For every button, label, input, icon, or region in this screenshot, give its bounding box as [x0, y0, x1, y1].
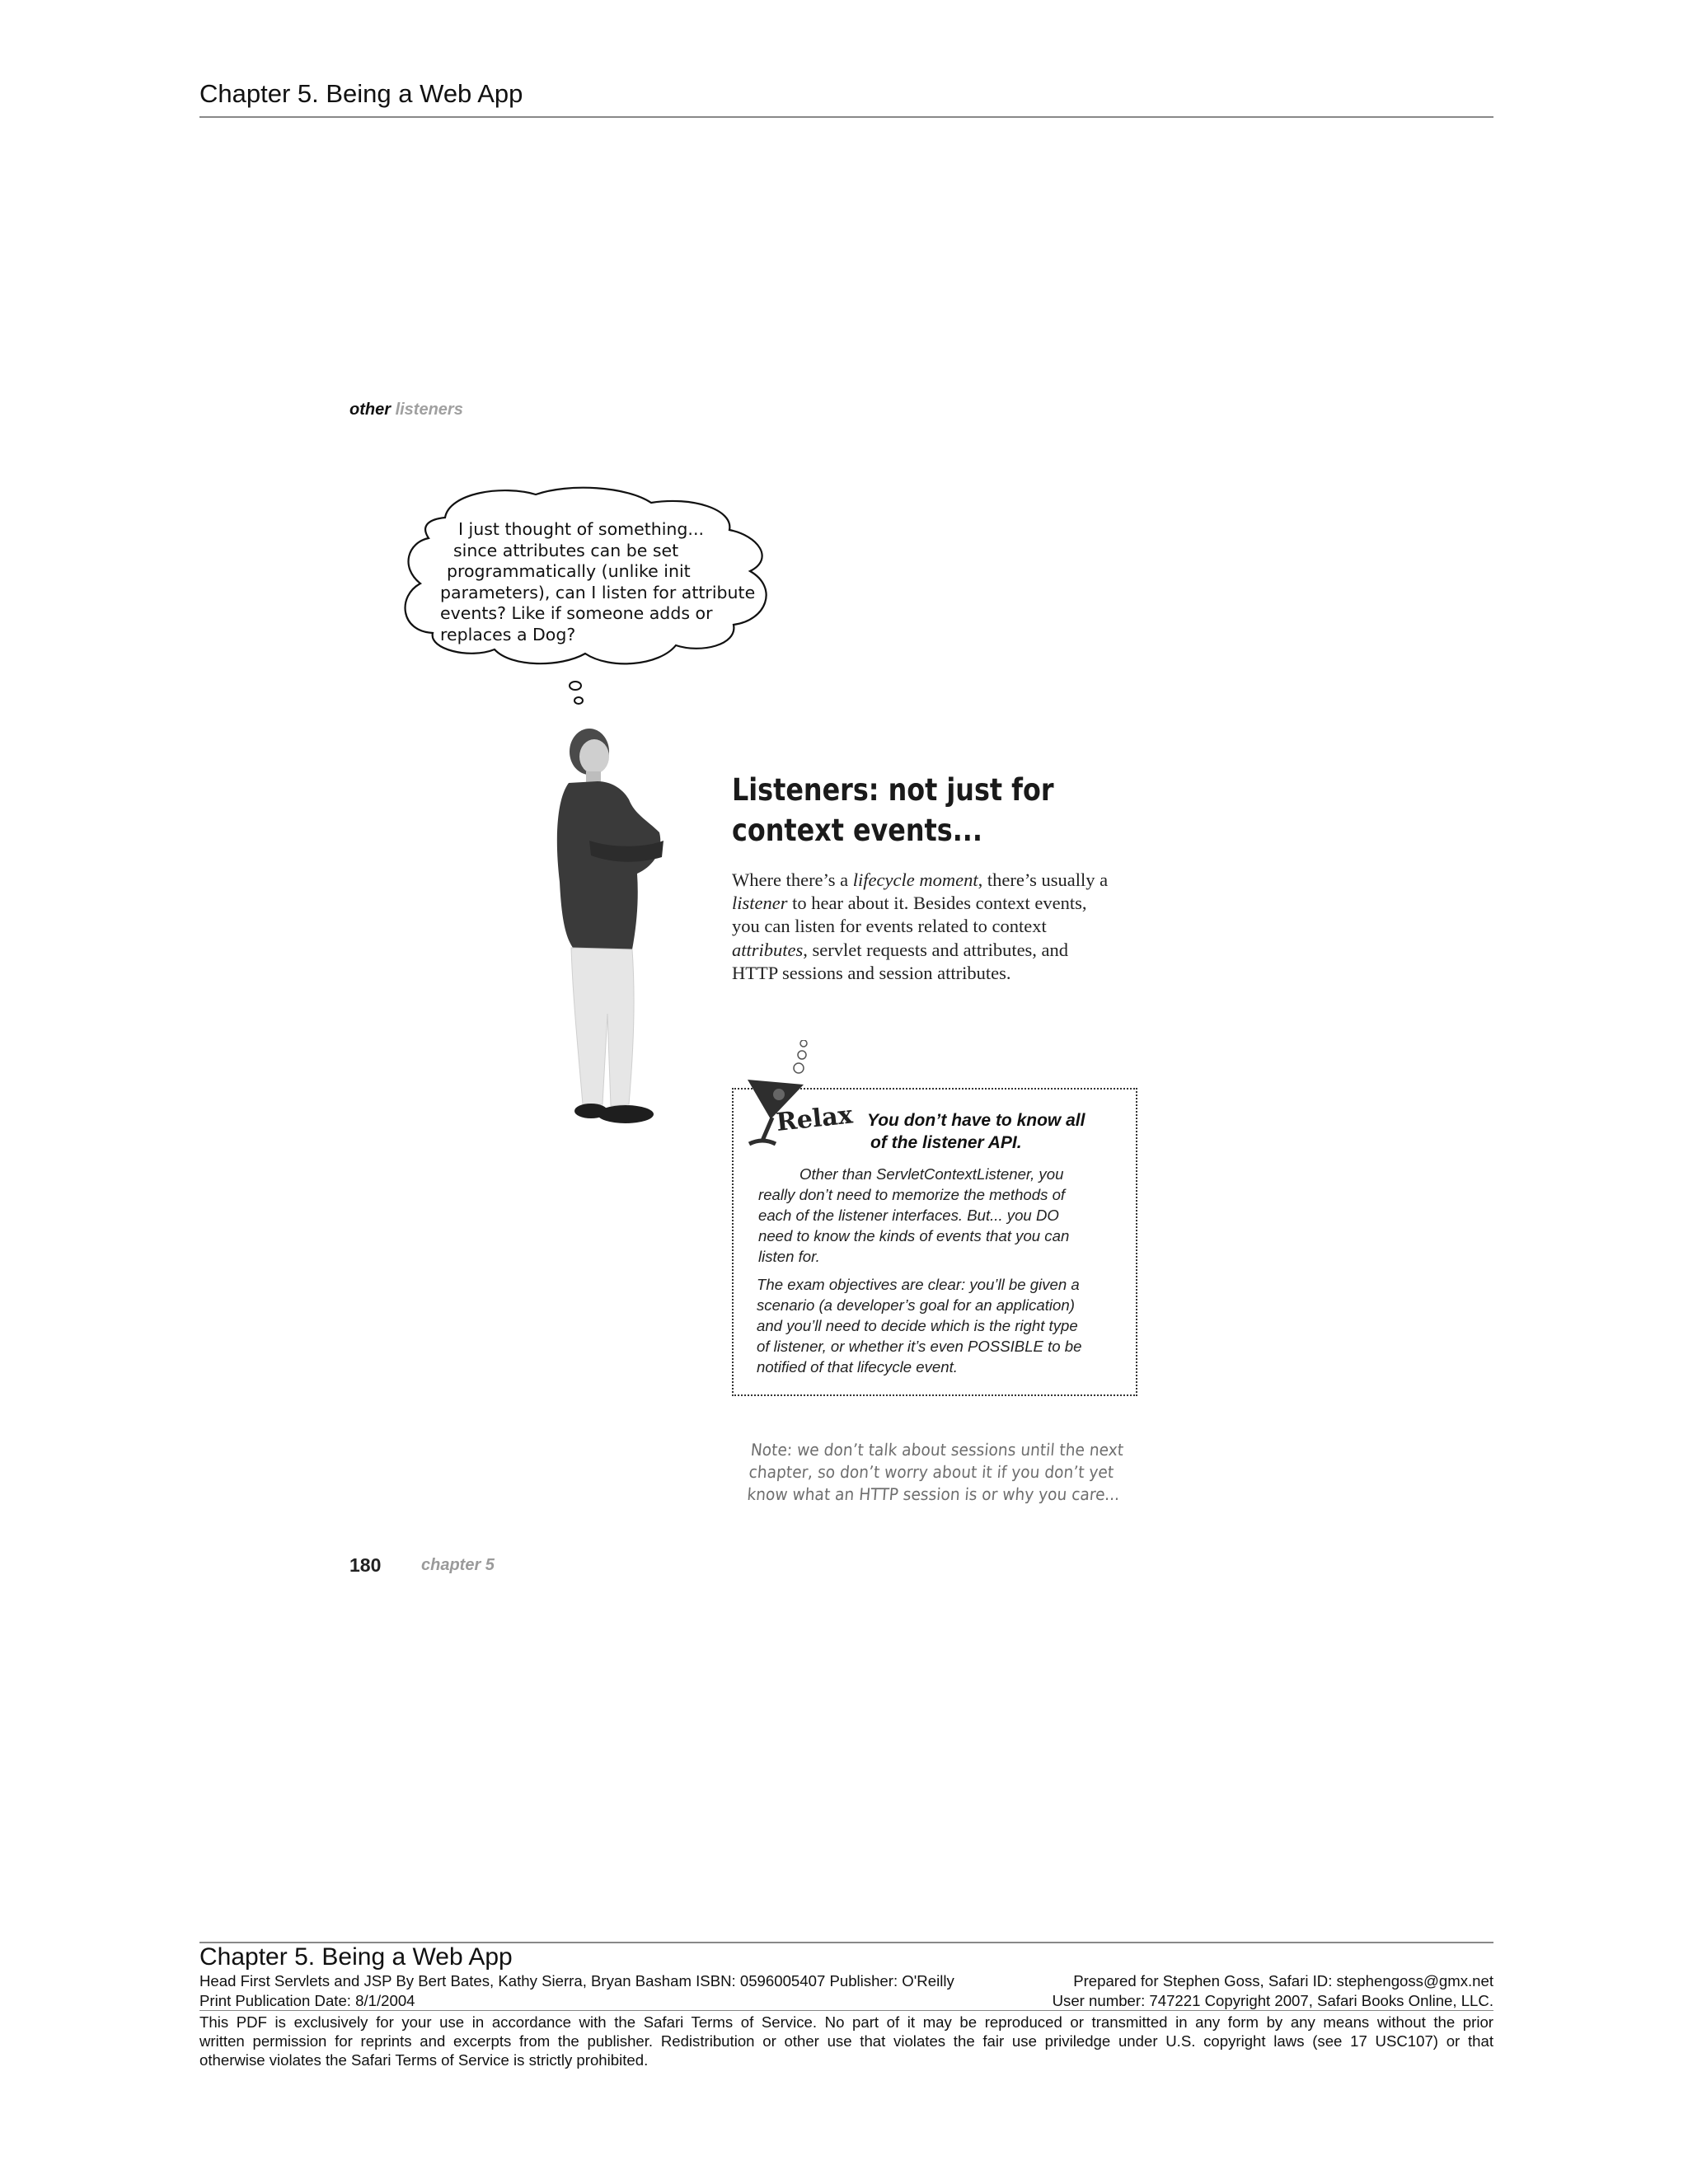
para-text: you can listen for events related to context: [732, 916, 1047, 937]
bubble-line: I just thought of something...: [458, 519, 704, 539]
para-text: HTTP sessions and session attributes.: [732, 962, 1011, 983]
bubble-line: since attributes can be set: [453, 540, 679, 560]
relax-title-line-1: You don’t have to know all: [867, 1111, 1085, 1130]
bubble-line: parameters), can I listen for attribute: [440, 582, 756, 602]
main-heading: [732, 770, 1100, 851]
relax-line: and you’ll need to decide which is the right type: [757, 1317, 1078, 1334]
chapter-header: Chapter 5. Being a Web App: [199, 79, 523, 108]
footer-pub-row: [199, 1991, 1493, 2010]
footer-prepared-for: Prepared for Stephen Goss, Safari ID: stephengoss@gmx.net: [1073, 1972, 1493, 1990]
intro-paragraph: [732, 869, 1152, 985]
relax-line: of listener, or whether it’s even POSSIBLE to be: [757, 1338, 1082, 1355]
page-number: 180: [349, 1554, 382, 1576]
footer-book-info-row: [199, 1971, 1493, 1990]
relax-title: [867, 1109, 1139, 1154]
section-label: [349, 401, 463, 419]
para-text: to hear about it. Besides context events,: [787, 893, 1087, 914]
note-line: know what an HTTP session is or why you care...: [746, 1484, 1121, 1504]
relax-paragraph-1: [758, 1164, 1137, 1267]
man-figure-illustration: [540, 717, 688, 1162]
para-emphasis: lifecycle moment: [852, 869, 978, 890]
relax-paragraph-2: [757, 1274, 1136, 1377]
bubble-line: replaces a Dog?: [440, 624, 576, 644]
relax-line: notified of that lifecycle event.: [757, 1358, 958, 1376]
relax-line: listen for.: [758, 1248, 820, 1265]
section-label-word-2: listeners: [395, 401, 463, 419]
martini-relax-icon: [738, 1040, 861, 1155]
footer-rule-2: [199, 2010, 1493, 2011]
relax-line: Other than ServletContextListener, you: [799, 1165, 1064, 1183]
footer-book-info: Head First Servlets and JSP By Bert Bates, Kathy Sierra, Bryan Basham ISBN: 0596005407 Publisher: O'Reilly: [199, 1972, 954, 1990]
relax-title-line-2: of the listener API.: [870, 1133, 1022, 1152]
relax-word: Relax: [775, 1100, 855, 1137]
relax-line: really don’t need to memorize the methods of: [758, 1186, 1066, 1203]
footer-chapter-title: Chapter 5. Being a Web App: [199, 1943, 513, 1971]
footer-legal-notice: [199, 2013, 1493, 2069]
main-heading-line-2: context events...: [732, 813, 982, 848]
relax-line: The exam objectives are clear: you’ll be given a: [757, 1276, 1080, 1293]
para-text: Where there’s a: [732, 869, 853, 890]
bubble-line: programmatically (unlike init: [447, 561, 691, 582]
para-emphasis: listener: [732, 893, 788, 914]
page-chapter-label: chapter 5: [421, 1556, 495, 1574]
para-text: , servlet requests and attributes, and: [803, 939, 1069, 960]
thought-bubble-text: [440, 519, 786, 646]
header-rule: [199, 116, 1493, 118]
para-text: , there’s usually a: [978, 869, 1109, 890]
footer-user-number: User number: 747221 Copyright 2007, Safari Books Online, LLC.: [1052, 1992, 1493, 2009]
section-label-word-1: other: [349, 401, 391, 419]
footer-pub-date: Print Publication Date: 8/1/2004: [199, 1992, 415, 2009]
handwritten-note: [746, 1439, 1125, 1506]
note-line: Note: we don’t talk about sessions until the next: [749, 1440, 1125, 1460]
note-line: chapter, so don’t worry about it if you don’t yet: [748, 1462, 1115, 1482]
relax-line: need to know the kinds of events that you can: [758, 1227, 1070, 1244]
para-emphasis: attributes: [732, 939, 804, 960]
relax-line: each of the listener interfaces. But... you DO: [758, 1207, 1059, 1224]
legal-line: This PDF is exclusively for your use in accordance with the Safari Terms of Service. No part of it may be reproduced or transmitted in any form by any means without the prior: [199, 2013, 1493, 2031]
legal-line: written permission for reprints and excerpts from the publisher. Redistribution or other use that violates the fair use priviledge under U.S. copyright laws (see 17 USC107) or that: [199, 2032, 1493, 2050]
bubble-line: events? Like if someone adds or: [440, 603, 713, 624]
main-heading-line-1: Listeners: not just for: [732, 772, 1054, 808]
legal-line: otherwise violates the Safari Terms of Service is strictly prohibited.: [199, 2051, 649, 2069]
relax-line: scenario (a developer’s goal for an application): [757, 1296, 1075, 1314]
